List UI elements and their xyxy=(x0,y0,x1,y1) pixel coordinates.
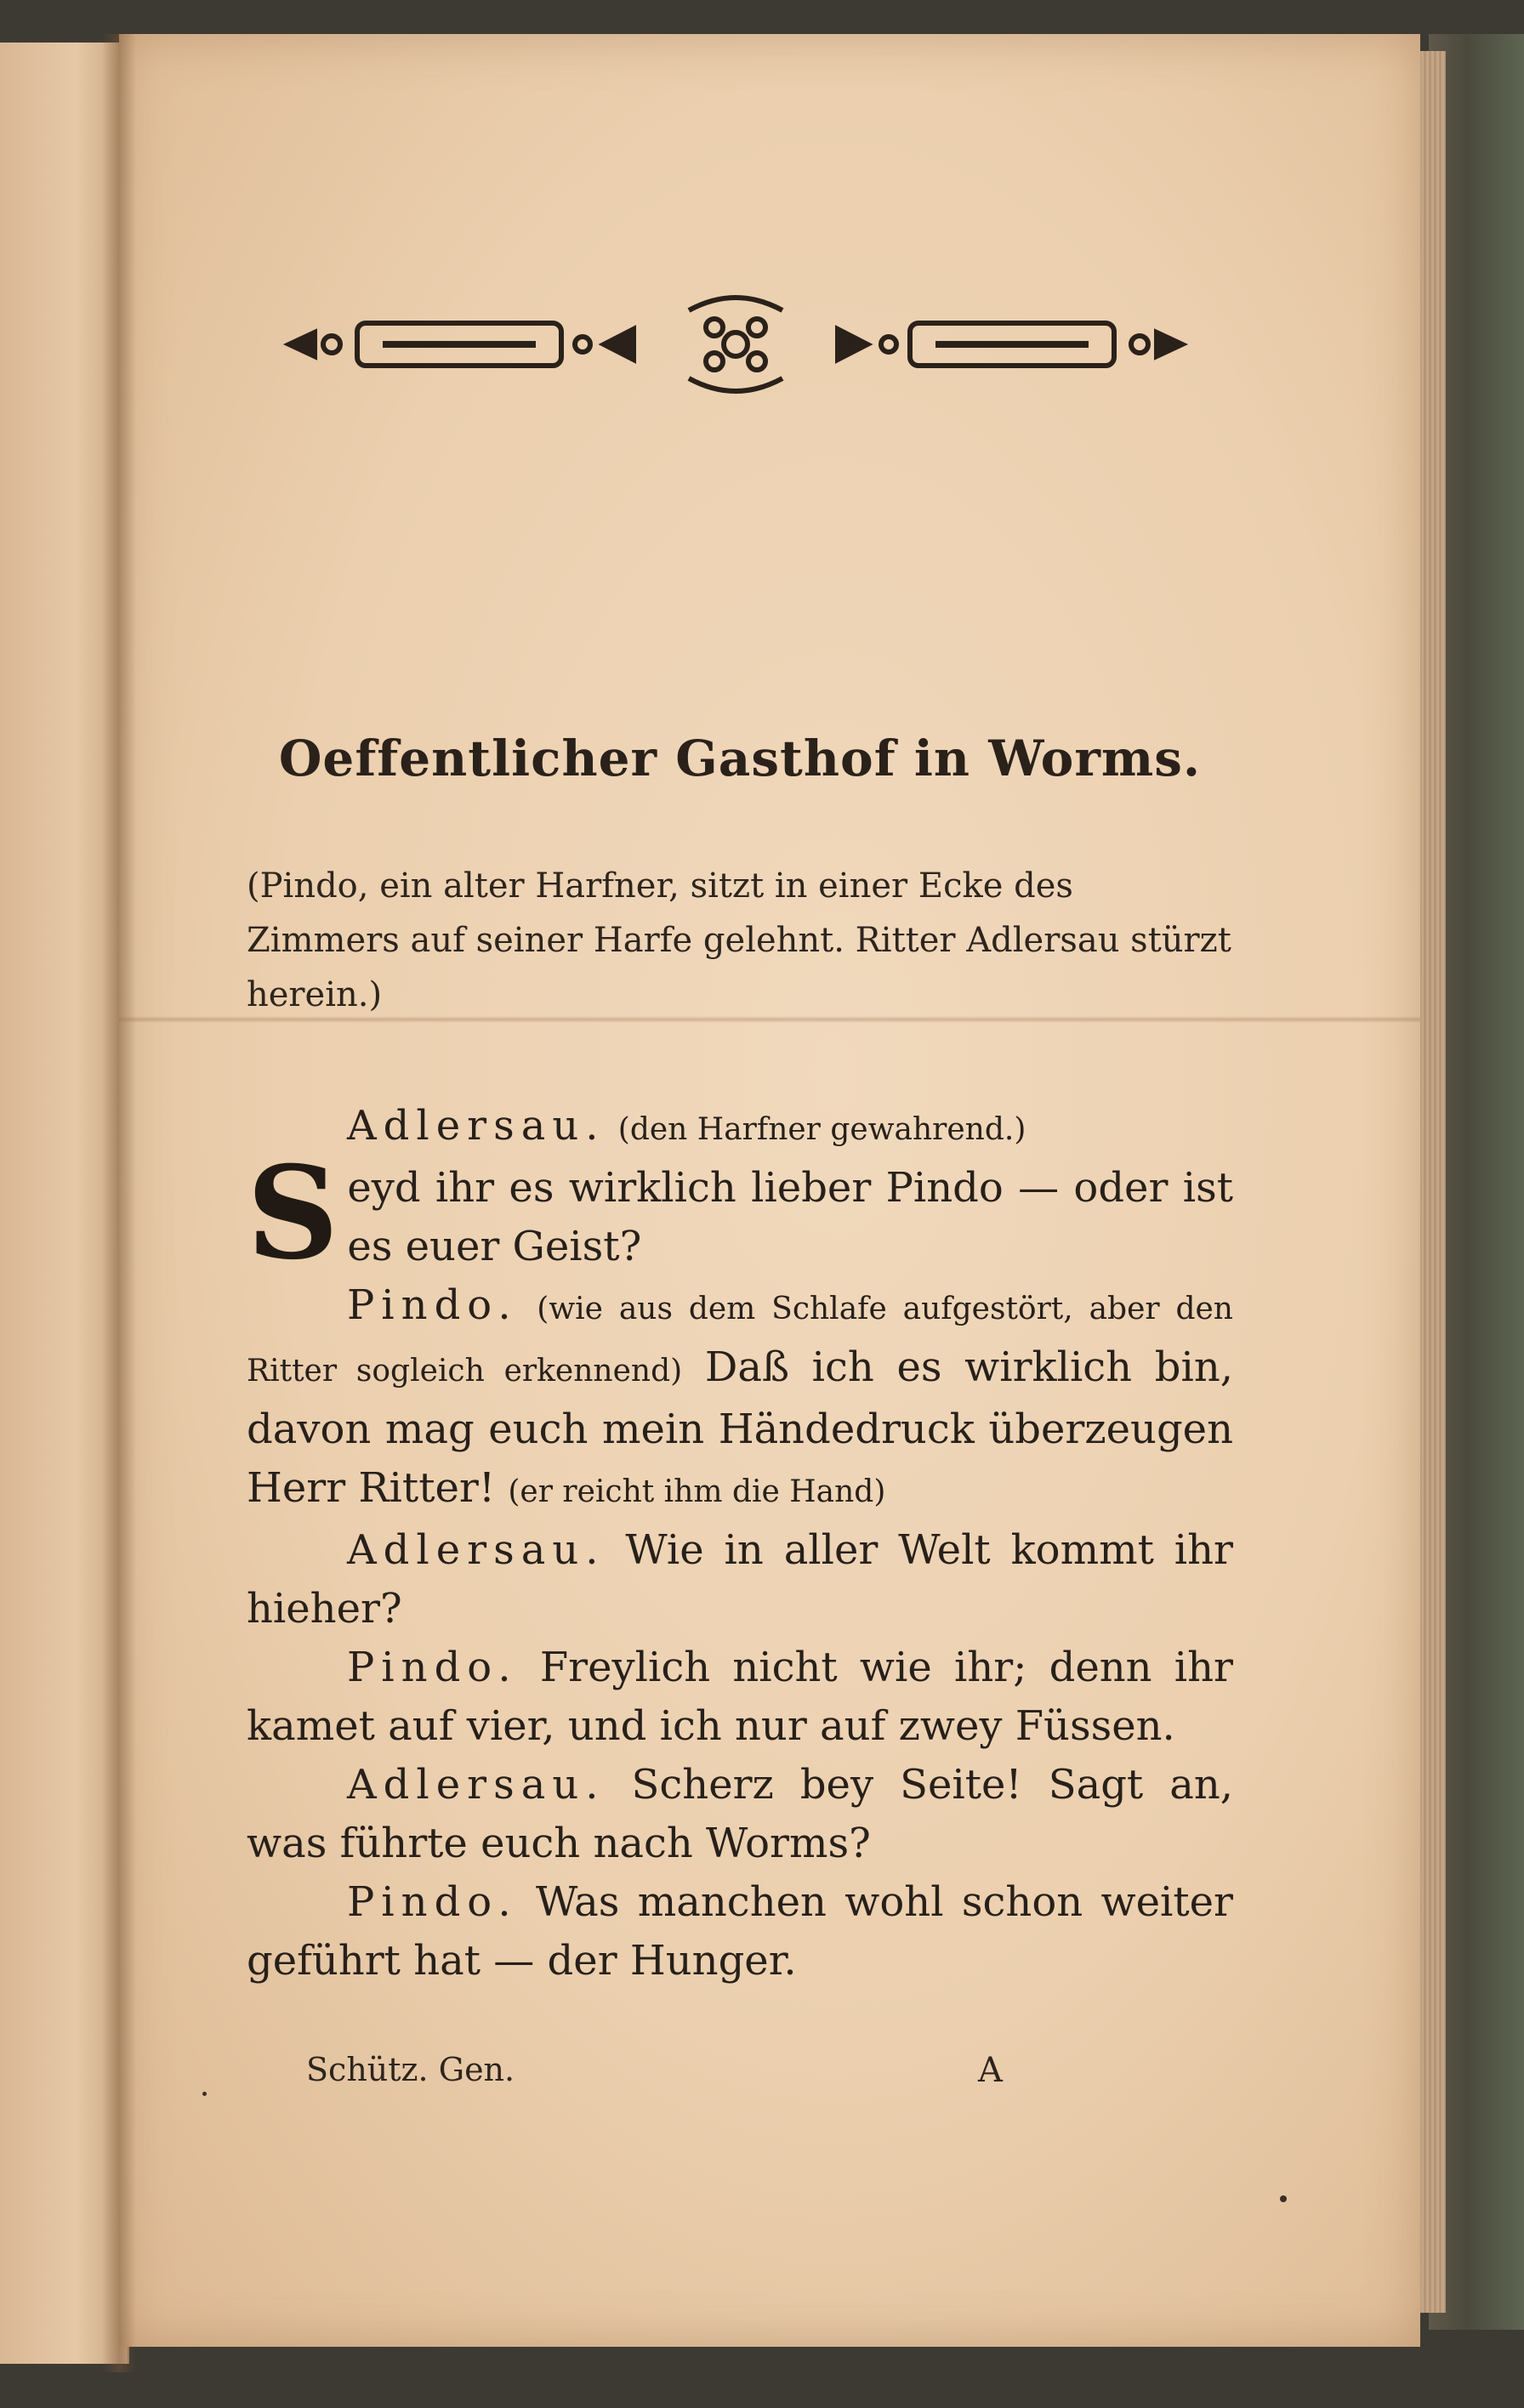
speaker-name: Pindo. xyxy=(347,1281,518,1329)
dialogue-line: Scherz bey Seite! Sagt an, was führte euch nach Worms? xyxy=(247,1761,1233,1867)
page-heading: Oeffentlicher Gasthof in Worms. xyxy=(278,730,1202,787)
dialogue-block xyxy=(247,1097,1233,1991)
dialogue-line: Daß ich es wirklich bin, davon mag euch mein Händedruck überzeugen Herr Ritter! xyxy=(247,1343,1233,1512)
dialogue-entry xyxy=(247,1638,1233,1756)
aside-text: (den Harfner gewahrend.) xyxy=(617,1112,1026,1147)
dialogue-entry xyxy=(247,1276,1233,1521)
dialogue-entry xyxy=(247,1873,1233,1991)
gathering-mark: A xyxy=(978,2051,1003,2090)
speaker-name: Adlersau. xyxy=(347,1102,606,1150)
dialogue-line: eyd ihr es wirklich lieber Pindo — oder ist es euer Geist? xyxy=(347,1164,1233,1270)
dialogue-line: Wie in aller Welt kommt ihr hieher? xyxy=(247,1526,1233,1633)
signature-mark: Schütz. Gen. xyxy=(306,2051,515,2088)
spine-shadow xyxy=(102,34,136,2372)
ornament-icon xyxy=(281,289,1191,400)
paper-speck xyxy=(202,2092,207,2096)
dialogue-entry xyxy=(247,1097,1233,1159)
speaker-name: Pindo. xyxy=(347,1644,518,1691)
dialogue-entry xyxy=(247,1756,1233,1873)
stage-direction: (Pindo, ein alter Harfner, sitzt in einer Ecke des Zimmers auf seiner Harfe gelehnt. Ritter Adlersau stürzt herein.) xyxy=(247,866,1231,1014)
drop-cap: S xyxy=(247,1139,339,1288)
paper-speck xyxy=(1280,2195,1287,2202)
dialogue-entry xyxy=(247,1521,1233,1638)
speaker-name: Pindo. xyxy=(347,1878,518,1926)
dialogue-line: Freylich nicht wie ihr; denn ihr kamet auf vier, und ich nur auf zwey Füssen. xyxy=(247,1644,1233,1750)
dialogue-line: Was manchen wohl schon weiter geführt hat — der Hunger. xyxy=(247,1878,1233,1985)
speaker-name: Adlersau. xyxy=(347,1526,606,1574)
aside-text: (er reicht ihm die Hand) xyxy=(508,1474,886,1509)
aside-text: (wie aus dem Schlafe aufgestört, aber den Ritter sogleich erkennend) xyxy=(247,1292,1233,1389)
dialogue-entry xyxy=(247,1139,1233,1288)
speaker-name: Adlersau. xyxy=(347,1761,606,1809)
